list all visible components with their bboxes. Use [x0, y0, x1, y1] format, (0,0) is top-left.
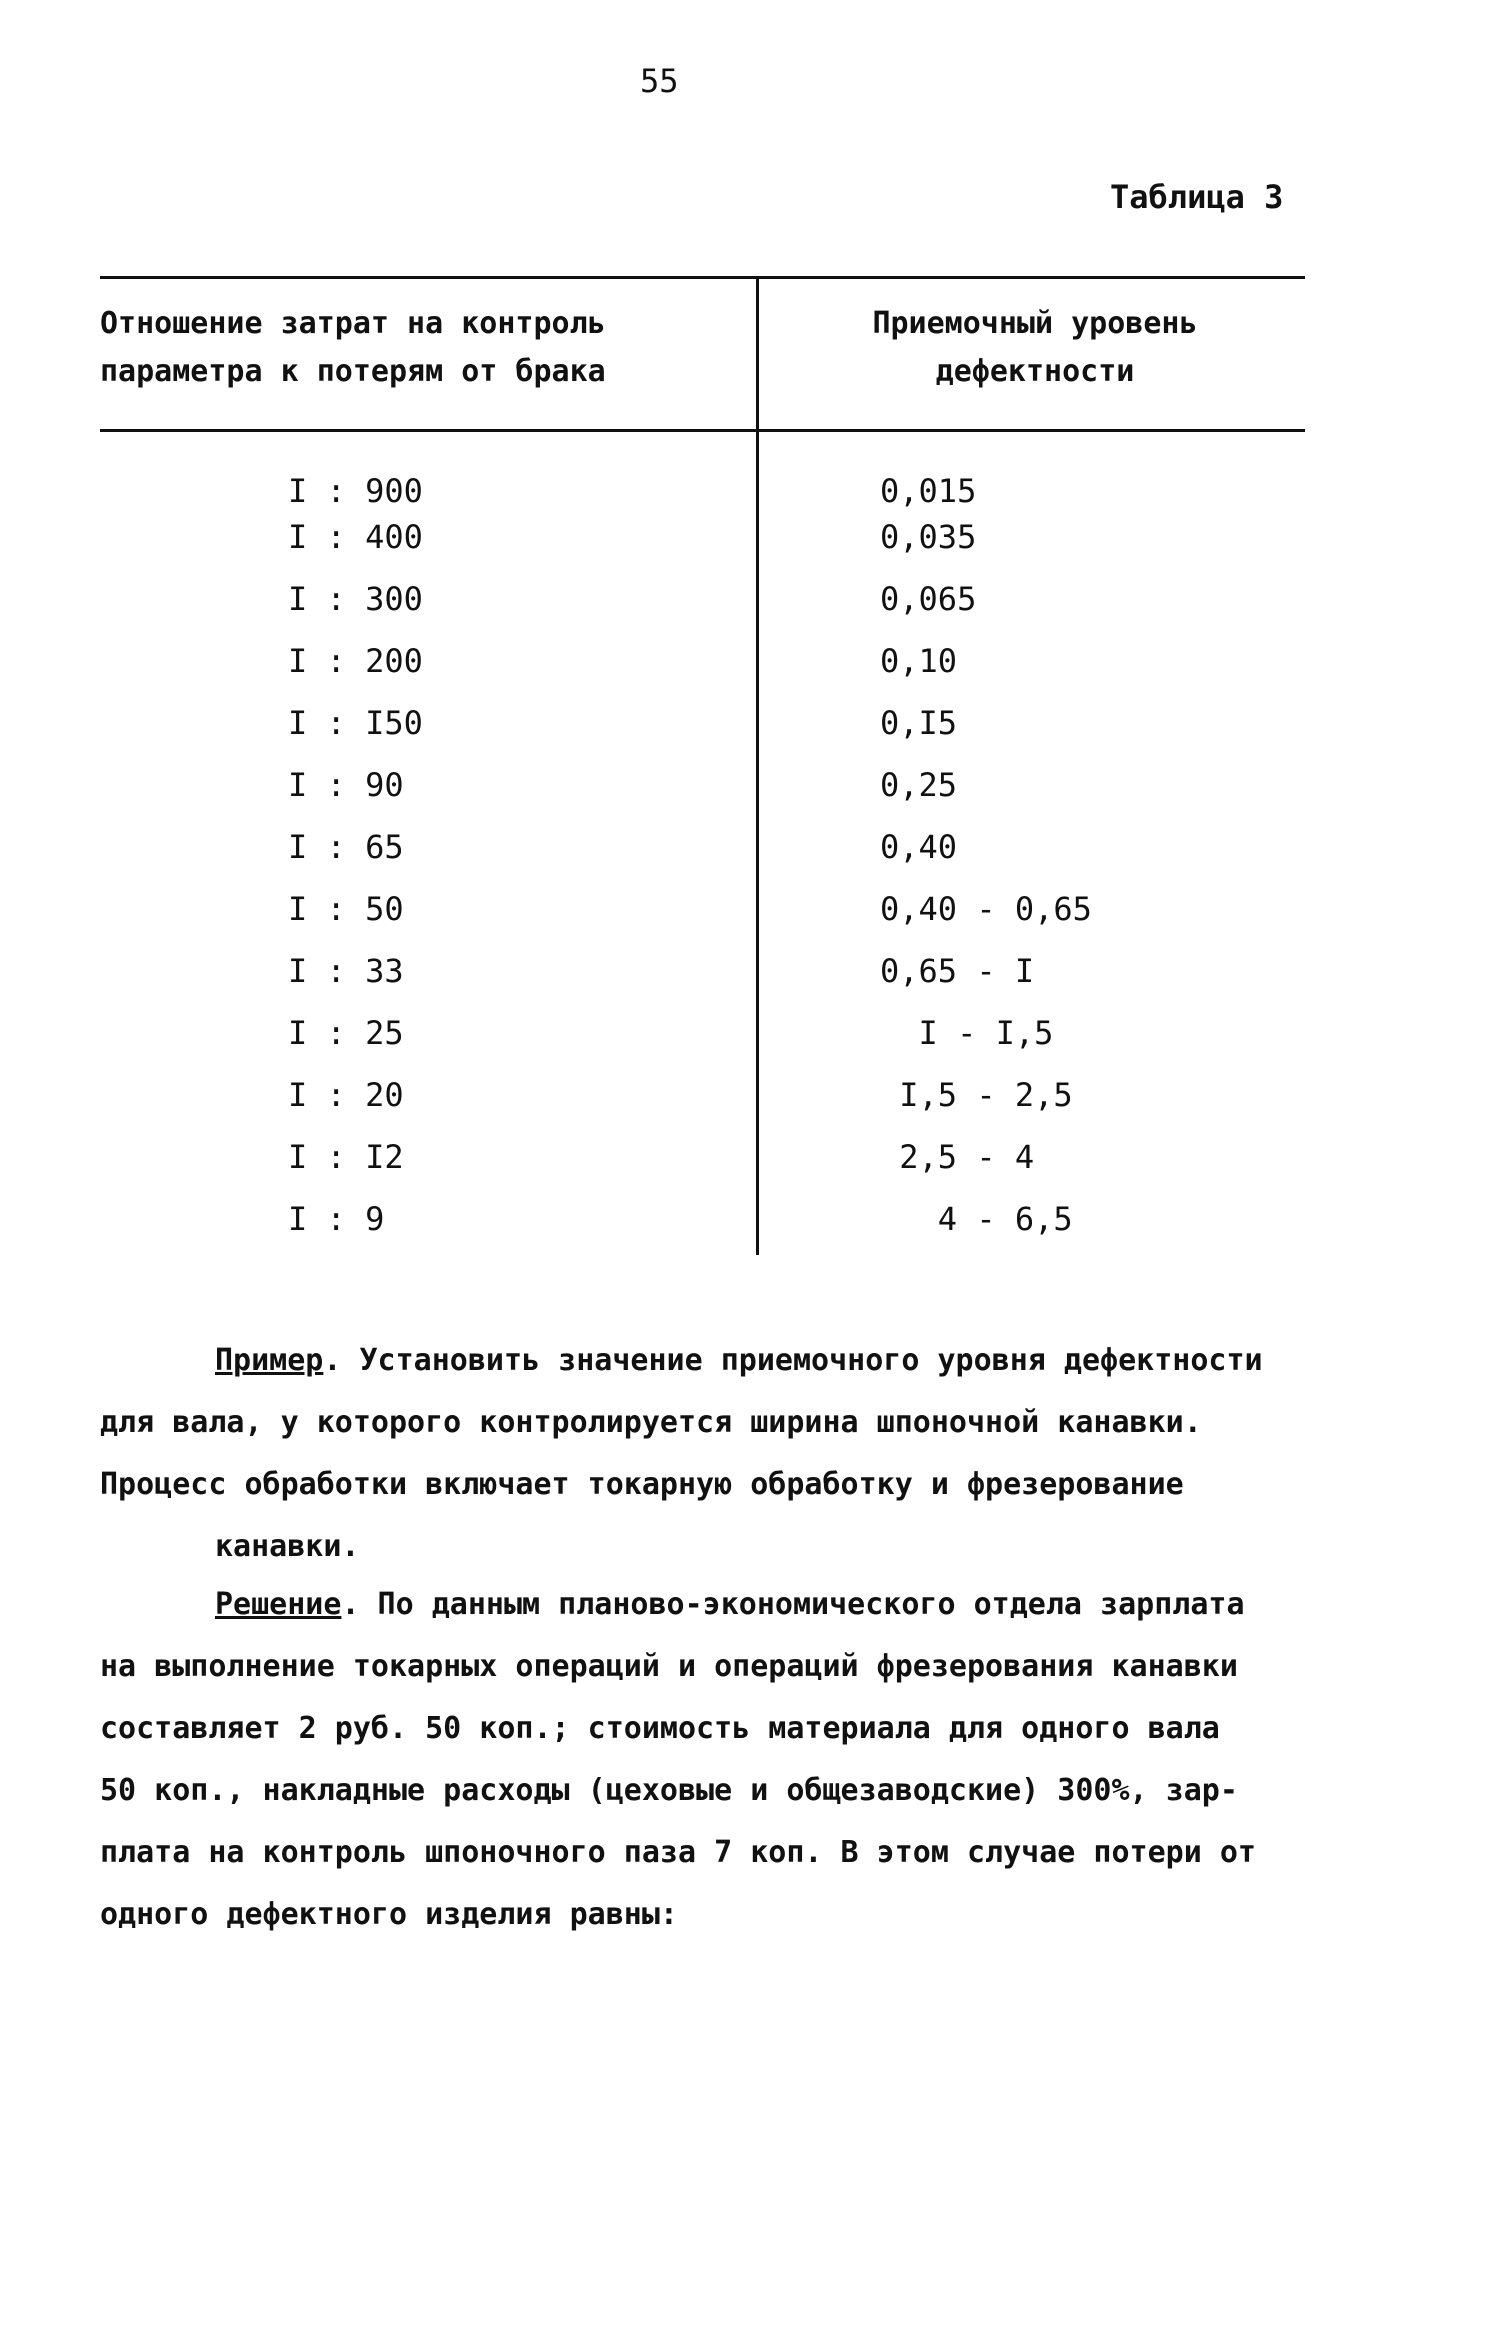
- ratio-cell: I : 33: [288, 952, 404, 990]
- table-caption: Таблица 3: [1110, 178, 1284, 216]
- defect-level-cell: 0,065: [880, 580, 977, 618]
- page-number: 55: [640, 62, 679, 100]
- ratio-cell: I : I2: [288, 1138, 404, 1176]
- defect-level-cell: 0,10: [880, 642, 958, 680]
- ratio-cell: I : 300: [288, 580, 423, 618]
- defect-level-cell: 2,5 - 4: [880, 1138, 1035, 1176]
- defect-level-cell: 0,015: [880, 472, 977, 510]
- ratio-cell: I : 90: [288, 766, 404, 804]
- defect-level-cell: 0,40 - 0,65: [880, 890, 1092, 928]
- example-line: для вала, у которого контролируется ширина шпоночной канавки.: [100, 1405, 1202, 1440]
- solution-paragraph: [100, 1574, 1310, 1946]
- defect-level-cell: 0,035: [880, 518, 977, 556]
- defect-level-cell: I,5 - 2,5: [880, 1076, 1073, 1114]
- table-header-rule: [100, 429, 1305, 432]
- solution-line: одного дефектного изделия равны:: [100, 1897, 678, 1932]
- column-header-ratio: Отношение затрат на контроль параметра к потерям от брака: [100, 306, 606, 389]
- ratio-cell: I : 65: [288, 828, 404, 866]
- defect-level-cell: I - I,5: [880, 1014, 1054, 1052]
- defect-level-cell: 0,65 - I: [880, 952, 1035, 990]
- solution-first-line: [100, 1574, 1310, 1636]
- defect-level-cell: 0,25: [880, 766, 958, 804]
- solution-line: составляет 2 руб. 50 коп.; стоимость материала для одного вала: [100, 1711, 1220, 1746]
- column-header-defect-level: Приемочный уровень дефектности: [872, 306, 1198, 389]
- solution-label: Решение: [215, 1587, 342, 1622]
- example-first-line: [100, 1330, 1310, 1392]
- example-label: Пример: [215, 1343, 324, 1378]
- defect-level-cell: 0,40: [880, 828, 958, 866]
- defect-level-cell: 0,I5: [880, 704, 958, 742]
- solution-line: плата на контроль шпоночного паза 7 коп. В этом случае потери от: [100, 1835, 1256, 1870]
- solution-line: . По данным планово-экономического отдела зарплата: [341, 1587, 1245, 1622]
- ratio-column: [288, 460, 588, 1250]
- ratio-cell: I : 25: [288, 1014, 404, 1052]
- ratio-cell: I : 200: [288, 642, 423, 680]
- table-top-rule: [100, 276, 1305, 279]
- defect-level-cell: 4 - 6,5: [880, 1200, 1073, 1238]
- solution-line: 50 коп., накладные расходы (цеховые и общезаводские) 300%, зар-: [100, 1773, 1238, 1808]
- example-paragraph: [100, 1330, 1310, 1578]
- defect-level-column: [880, 460, 1200, 1250]
- ratio-cell: I : 9: [288, 1200, 385, 1238]
- ratio-cell: I : I50: [288, 704, 423, 742]
- example-line: . Установить значение приемочного уровня дефектности: [323, 1343, 1263, 1378]
- ratio-cell: I : 900: [288, 472, 423, 510]
- ratio-cell: I : 20: [288, 1076, 404, 1114]
- ratio-cell: I : 50: [288, 890, 404, 928]
- solution-line: на выполнение токарных операций и операций фрезерования канавки: [100, 1649, 1238, 1684]
- table-column-divider: [756, 277, 759, 1255]
- example-line: Процесс обработки включает токарную обработку и фрезерование: [100, 1467, 1184, 1502]
- example-line: канавки.: [215, 1529, 360, 1564]
- ratio-cell: I : 400: [288, 518, 423, 556]
